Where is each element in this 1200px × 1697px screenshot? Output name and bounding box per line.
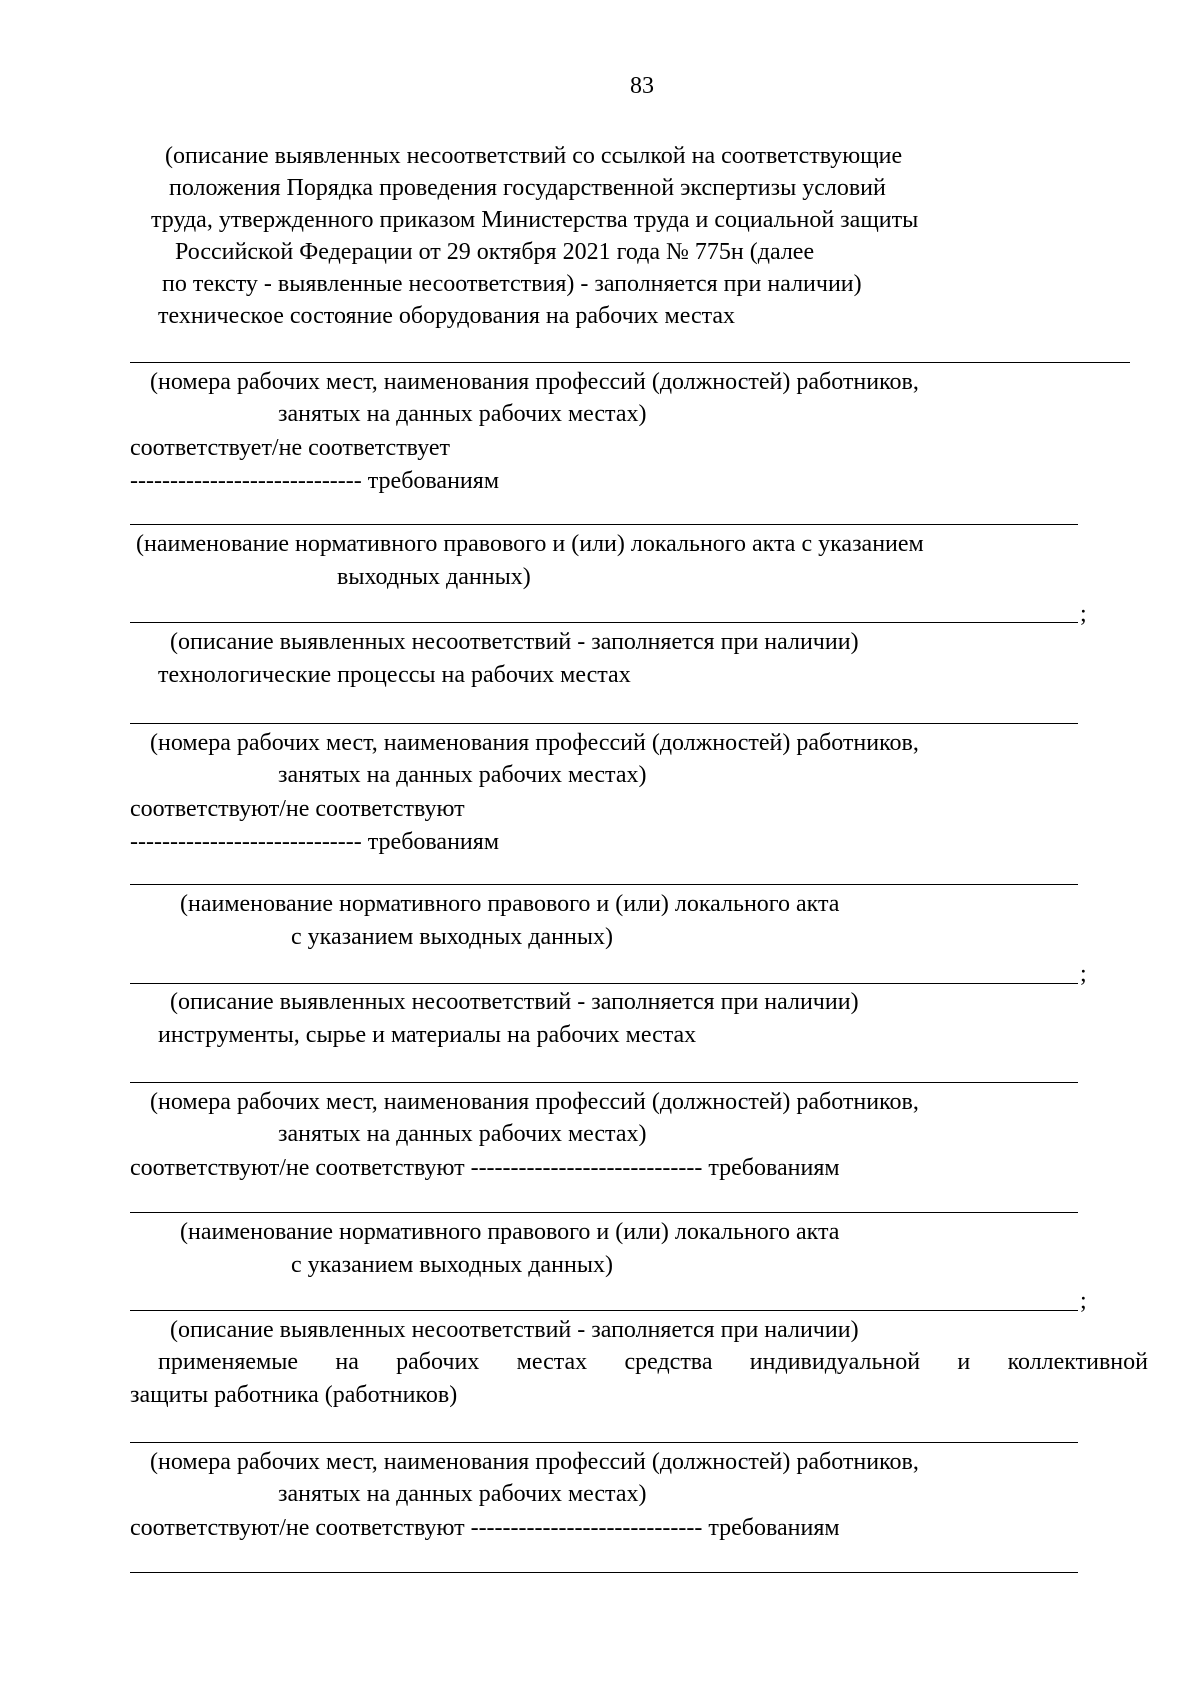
workplace-caption: (номера рабочих мест, наименования профессий (должностей) работников, [150,369,919,395]
semicolon: ; [1080,1288,1087,1314]
ppe-word: местах [516,1349,588,1375]
fill-line [130,1310,1078,1311]
ppe-heading-cont: защиты работника (работников) [130,1382,458,1408]
fill-line [130,1572,1078,1573]
act-caption-cont: с указанием выходных данных) [291,924,613,950]
fill-line [130,884,1078,885]
ppe-word: индивидуальной [749,1349,921,1375]
compliance-text: соответствуют/не соответствуют [130,796,465,822]
fill-line [130,1082,1078,1083]
fill-line [130,524,1078,525]
intro-line-5: по тексту - выявленные несоответствия) - заполняется при наличии) [162,271,862,297]
compliance-line: соответствуют/не соответствуют ----------------------------- требованиям [130,1515,840,1541]
workplace-caption-cont: занятых на данных рабочих местах) [278,1121,647,1147]
requirements-text: ----------------------------- требованиям [130,468,499,494]
ppe-word: коллективной [1007,1349,1148,1375]
equipment-heading: техническое состояние оборудования на рабочих местах [158,303,736,329]
fill-line [130,723,1078,724]
fill-line [130,1212,1078,1213]
act-caption: (наименование нормативного правового и (или) локального акта с указанием [136,531,924,557]
discrepancy-caption: (описание выявленных несоответствий - заполняется при наличии) [170,629,859,655]
requirements-text: ----------------------------- требованиям [130,829,499,855]
discrepancy-caption: (описание выявленных несоответствий - заполняется при наличии) [170,989,859,1015]
compliance-text: соответствует/не соответствует [130,435,451,461]
workplace-caption: (номера рабочих мест, наименования профессий (должностей) работников, [150,1089,919,1115]
processes-heading: технологические процессы на рабочих местах [158,662,631,688]
workplace-caption-cont: занятых на данных рабочих местах) [278,1481,647,1507]
ppe-heading [158,1346,1148,1378]
fill-line [130,622,1078,623]
intro-line-2: положения Порядка проведения государственной экспертизы условий [169,175,886,201]
workplace-caption: (номера рабочих мест, наименования профессий (должностей) работников, [150,730,919,756]
act-caption: (наименование нормативного правового и (или) локального акта [180,1219,840,1245]
semicolon: ; [1080,601,1087,627]
ppe-word: средства [624,1349,713,1375]
act-caption: (наименование нормативного правового и (или) локального акта [180,891,840,917]
ppe-word: применяемые [158,1349,299,1375]
tools-heading: инструменты, сырье и материалы на рабочих местах [158,1022,697,1048]
compliance-line: соответствуют/не соответствуют ----------------------------- требованиям [130,1155,840,1181]
act-caption-cont: выходных данных) [337,564,531,590]
workplace-caption-cont: занятых на данных рабочих местах) [278,762,647,788]
semicolon: ; [1080,961,1087,987]
fill-line [130,1442,1078,1443]
ppe-word: рабочих [396,1349,480,1375]
workplace-caption-cont: занятых на данных рабочих местах) [278,401,647,427]
workplace-caption: (номера рабочих мест, наименования профессий (должностей) работников, [150,1449,919,1475]
page-number: 83 [630,73,654,99]
intro-line-1: (описание выявленных несоответствий со ссылкой на соответствующие [165,143,903,169]
ppe-word: и [957,1349,971,1375]
discrepancy-caption: (описание выявленных несоответствий - заполняется при наличии) [170,1317,859,1343]
ppe-word: на [335,1349,359,1375]
intro-line-4: Российской Федерации от 29 октября 2021 года № 775н (далее [175,239,815,265]
fill-line [130,983,1078,984]
act-caption-cont: с указанием выходных данных) [291,1252,613,1278]
fill-line [130,362,1130,363]
intro-line-3: труда, утвержденного приказом Министерства труда и социальной защиты [151,207,919,233]
